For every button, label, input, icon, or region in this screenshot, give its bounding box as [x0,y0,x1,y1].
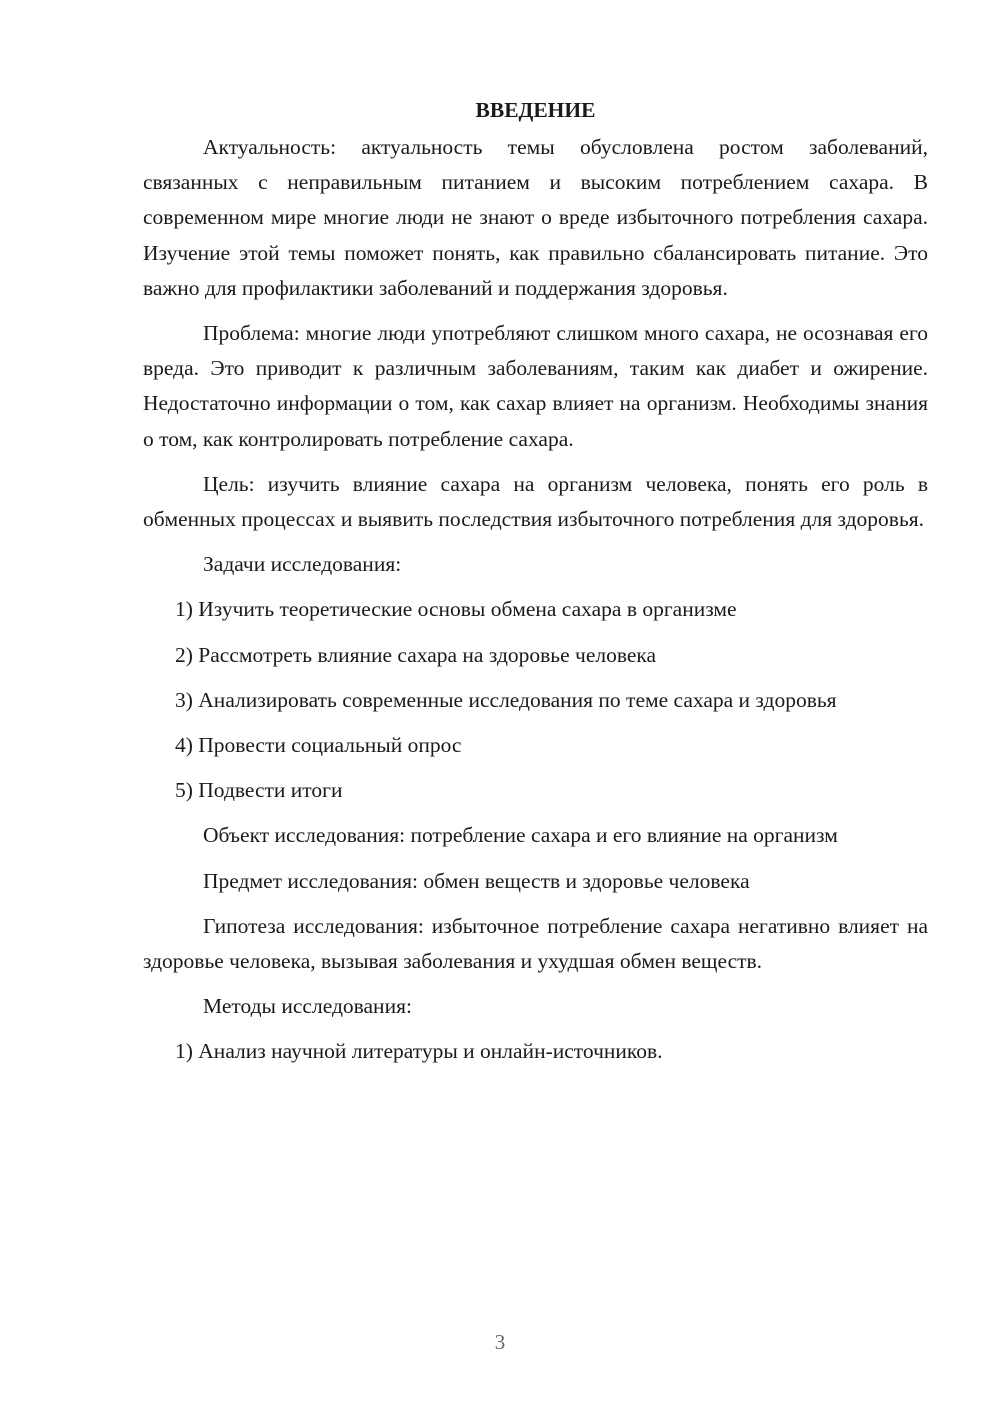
object-paragraph: Объект исследования: потребление сахара и его влияние на организм [203,823,838,848]
method-item: 1) Анализ научной литературы и онлайн-источников. [175,1039,663,1064]
task-item: 2) Рассмотреть влияние сахара на здоровье человека [175,642,657,667]
page-title: ВВЕДЕНИЕ [475,98,596,122]
problem-paragraph: Проблема: многие люди употребляют слишком много сахара, не осознавая его вреда. Это приводит к различным заболеваниям, таким как диабет и ожирение. Недостаточно информации о том, как сахар влияет на организм. Необходимы знания о том, как контролировать потребление сахара. [143,321,928,451]
task-item: 5) Подвести итоги [175,778,343,803]
task-item: 3) Анализировать современные исследования по теме сахара и здоровья [175,687,837,712]
hypothesis-paragraph: Гипотеза исследования: избыточное потребление сахара негативно влияет на здоровье человека, вызывая заболевания и ухудшая обмен веществ. [143,913,928,974]
relevance-paragraph: Актуальность: актуальность темы обусловлена ростом заболеваний, связанных с неправильным питанием и высоким потреблением сахара. В современном мире многие люди не знают о вреде избыточного потребления сахара. Изучение этой темы поможет понять, как правильно сбалансировать питание. Это важно для профилактики заболеваний и поддержания здоровья. [143,135,928,300]
methods-label: Методы исследования: [203,994,412,1019]
task-item: 1) Изучить теоретические основы обмена сахара в организме [175,597,737,622]
tasks-label: Задачи исследования: [203,552,402,577]
document-page [143,92,928,1080]
goal-paragraph: Цель: изучить влияние сахара на организм человека, понять его роль в обменных процессах и выявить последствия избыточного потребления для здоровья. [143,471,928,532]
page-number: 3 [494,1330,506,1354]
task-item: 4) Провести социальный опрос [175,733,462,758]
subject-paragraph: Предмет исследования: обмен веществ и здоровье человека [203,868,750,893]
